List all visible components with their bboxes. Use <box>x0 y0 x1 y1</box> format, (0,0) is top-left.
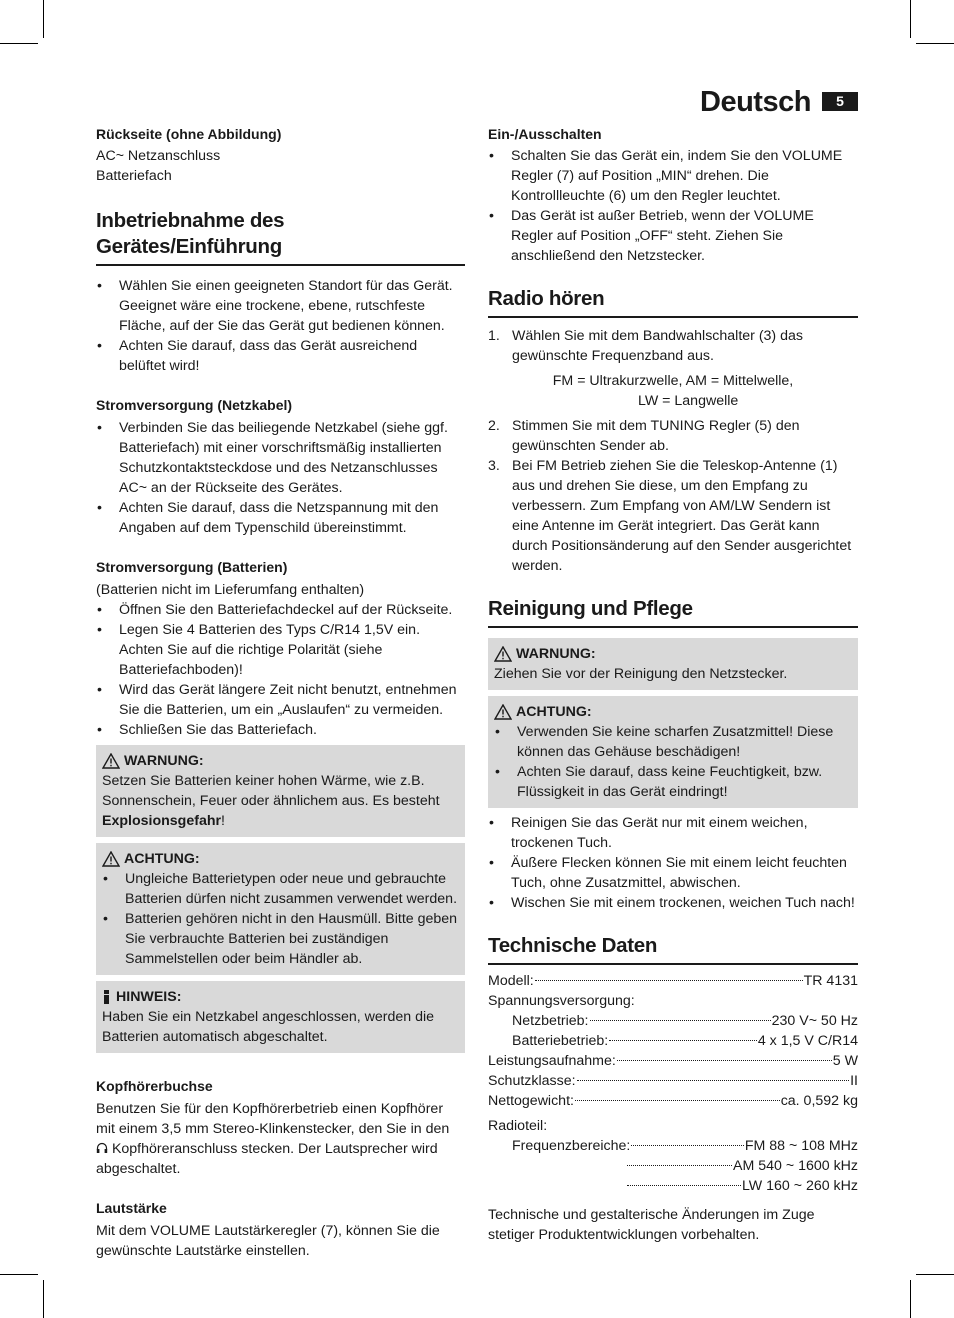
list-item: 1. Wählen Sie mit dem Bandwahlschalter (3) das gewünschte Frequenzband aus. <box>488 328 803 364</box>
warning-title: WARNUNG: <box>516 646 596 662</box>
warning-box <box>488 638 858 690</box>
spec-row-batterie: Batteriebetrieb: 4 x 1,5 V C/R14 <box>512 1033 858 1049</box>
spec-row-frequenz: AM 540 ~ 1600 kHz <box>488 1156 858 1176</box>
caution-list <box>102 869 459 969</box>
list-item: • Verwenden Sie keine scharfen Zusatzmittel! Diese können das Gehäuse beschädigen! <box>494 722 852 762</box>
list-item: • Ungleiche Batterietypen oder neue und gebrauchte Batterien dürfen nicht zusammen verwendet werden. <box>102 869 459 909</box>
spec-row-spannung: Spannungsversorgung: <box>488 993 635 1009</box>
warning-triangle-icon <box>494 704 512 720</box>
spec-row-frequenz: Frequenzbereiche: FM 88 ~ 108 MHz <box>512 1138 858 1154</box>
info-icon <box>102 989 112 1005</box>
section-heading-inbetriebnahme: Inbetriebnahme des Gerätes/Einführung <box>96 208 465 266</box>
tech-footer: Technische und gestalterische Änderungen im Zuge stetiger Produktentwicklungen vorbehalten. <box>488 1207 815 1243</box>
spec-row-modell: Modell: TR 4131 <box>488 973 858 989</box>
batterien-title: Stromversorgung (Batterien) <box>96 559 288 575</box>
page-language-title: Deutsch <box>700 86 811 118</box>
tech-specs <box>488 971 858 1196</box>
section-heading-radio: Radio hören <box>488 286 858 318</box>
warning-title-row <box>102 751 459 771</box>
batterien-note: (Batterien nicht im Lieferumfang enthalten) <box>96 582 365 598</box>
kopfhoerer-text: Benutzen Sie für den Kopfhörerbetrieb einen Kopfhörer mit einem 3,5 mm Stereo-Klinkenstecker, den Sie in den Kopfhöreranschluss stecken. Der Lautsprecher wird abgeschaltet. <box>96 1101 450 1177</box>
caution-title: ACHTUNG: <box>124 851 200 867</box>
list-item: • Reinigen Sie das Gerät nur mit einem weichen, trockenen Tuch. <box>488 813 858 853</box>
reinigung-list <box>488 813 858 913</box>
crop-mark <box>916 43 954 44</box>
caution-box <box>96 843 465 975</box>
warning-triangle-icon <box>494 646 512 662</box>
rueckseite-line: Batteriefach <box>96 168 172 184</box>
section-heading-technik: Technische Daten <box>488 933 858 965</box>
inbetriebnahme-list <box>96 276 465 376</box>
right-column <box>488 124 858 1245</box>
list-item: • Äußere Flecken können Sie mit einem leicht feuchten Tuch, ohne Zusatzmittel, abwischen. <box>488 853 858 893</box>
list-item: • Wählen Sie einen geeigneten Standort für das Gerät. Geeignet wäre eine trockene, ebene, rutschfeste Fläche, auf der Sie das Gerät gut bedienen können. <box>96 276 465 336</box>
hint-title-row <box>102 987 459 1007</box>
list-item: • Wird das Gerät längere Zeit nicht benutzt, entnehmen Sie die Batterien, um ein „Auslaufen“ zu vermeiden. <box>96 680 465 720</box>
hint-box <box>96 981 465 1053</box>
warning-bold: Explosionsgefahr <box>102 813 222 829</box>
list-item: • Achten Sie darauf, dass das Gerät ausreichend belüftet wird! <box>96 336 465 376</box>
spec-row-schutz: Schutzklasse: II <box>488 1073 858 1089</box>
caution-list <box>494 722 852 802</box>
warning-box <box>96 745 465 837</box>
warning-text: Ziehen Sie vor der Reinigung den Netzstecker. <box>494 666 788 682</box>
spec-row-gewicht: Nettogewicht: ca. 0,592 kg <box>488 1093 858 1109</box>
crop-mark <box>43 0 44 38</box>
warning-text: Setzen Sie Batterien keiner hohen Wärme, wie z.B. Sonnenschein, Feuer oder ähnlichem aus. Es besteht Explosionsgefahr! <box>102 773 440 829</box>
rueckseite-title: Rückseite (ohne Abbildung) <box>96 126 282 142</box>
crop-mark <box>916 1274 954 1275</box>
headphone-icon <box>96 1142 108 1154</box>
radio-steps <box>488 326 858 366</box>
list-item: • Achten Sie darauf, dass die Netzspannung mit den Angaben auf dem Typenschild übereinstimmt. <box>96 498 465 538</box>
page-number-badge: 5 <box>822 92 858 111</box>
kopfhoerer-title: Kopfhörerbuchse <box>96 1078 213 1094</box>
list-item: • Schalten Sie das Gerät ein, indem Sie den VOLUME Regler (7) auf Position „MIN“ drehen. Die Kontrollleuchte (6) um den Regler leuchtet. <box>488 146 858 206</box>
band-line: FM = Ultrakurzwelle, AM = Mittelwelle, <box>552 373 794 389</box>
list-item: 3. Bei FM Betrieb ziehen Sie die Teleskop-Antenne (1) aus und drehen Sie diese, um den Empfang zu verbessern. Zum Empfang von AM/LW Sendern ist eine Antenne im Gerät integriert. Das Gerät kann durch Positionsänderung auf den Sender ausgerichtet werden. <box>488 458 852 574</box>
list-item: • Batterien gehören nicht in den Hausmüll. Bitte geben Sie verbrauchte Batterien bei zuständigen Sammelstellen oder beim Händler ab. <box>102 909 459 969</box>
warning-title-row <box>494 644 852 664</box>
crop-mark <box>43 1280 44 1318</box>
spec-row-netz: Netzbetrieb: 230 V~ 50 Hz <box>512 1013 858 1029</box>
band-line: LW = Langwelle <box>638 393 739 409</box>
netzkabel-title: Stromversorgung (Netzkabel) <box>96 397 293 413</box>
hint-text: Haben Sie ein Netzkabel angeschlossen, werden die Batterien automatisch abgeschaltet. <box>102 1009 435 1045</box>
crop-mark <box>0 1274 38 1275</box>
lautstaerke-text: Mit dem VOLUME Lautstärkeregler (7), können Sie die gewünschte Lautstärke einstellen. <box>96 1223 440 1259</box>
rueckseite-line: AC~ Netzanschluss <box>96 148 221 164</box>
list-item: • Öffnen Sie den Batteriefachdeckel auf der Rückseite. <box>96 600 465 620</box>
batterien-list <box>96 600 465 740</box>
crop-mark <box>910 1280 911 1318</box>
crop-mark <box>910 0 911 38</box>
list-item: • Schließen Sie das Batteriefach. <box>96 720 465 740</box>
caution-title-row <box>102 849 459 869</box>
netzkabel-list <box>96 418 465 538</box>
einaus-list <box>488 146 858 266</box>
einaus-title: Ein-/Ausschalten <box>488 126 602 142</box>
list-item: • Das Gerät ist außer Betrieb, wenn der VOLUME Regler auf Position „OFF“ steht. Ziehen Sie anschließend den Netzstecker. <box>488 206 858 266</box>
list-item: 2. Stimmen Sie mit dem TUNING Regler (5) den gewünschten Sender ab. <box>488 418 800 454</box>
caution-box <box>488 696 858 808</box>
crop-mark <box>0 43 38 44</box>
hint-title: HINWEIS: <box>116 989 182 1005</box>
left-column <box>96 124 465 1261</box>
spec-row-frequenz: LW 160 ~ 260 kHz <box>488 1176 858 1196</box>
radio-steps <box>488 416 858 576</box>
section-heading-reinigung: Reinigung und Pflege <box>488 596 858 628</box>
warning-triangle-icon <box>102 851 120 867</box>
spec-row-leistung: Leistungsaufnahme: 5 W <box>488 1053 858 1069</box>
warning-triangle-icon <box>102 753 120 769</box>
list-item: • Legen Sie 4 Batterien des Typs C/R14 1,5V ein. Achten Sie auf die richtige Polarität (siehe Batteriefachboden)! <box>96 620 465 680</box>
list-item: • Achten Sie darauf, dass keine Feuchtigkeit, bzw. Flüssigkeit in das Gerät eindringt! <box>494 762 852 802</box>
caution-title: ACHTUNG: <box>516 704 592 720</box>
lautstaerke-title: Lautstärke <box>96 1200 167 1216</box>
list-item: • Wischen Sie mit einem trockenen, weichen Tuch nach! <box>488 893 858 913</box>
warning-title: WARNUNG: <box>124 753 204 769</box>
caution-title-row <box>494 702 852 722</box>
list-item: • Verbinden Sie das beiliegende Netzkabel (siehe ggf. Batteriefach) mit einer vorschriftsmäßig installierten Schutzkontaktsteckdose und des Netzanschlusses AC~ an der Rückseite des Gerätes. <box>96 418 465 498</box>
spec-row-radioteil: Radioteil: <box>488 1118 548 1134</box>
